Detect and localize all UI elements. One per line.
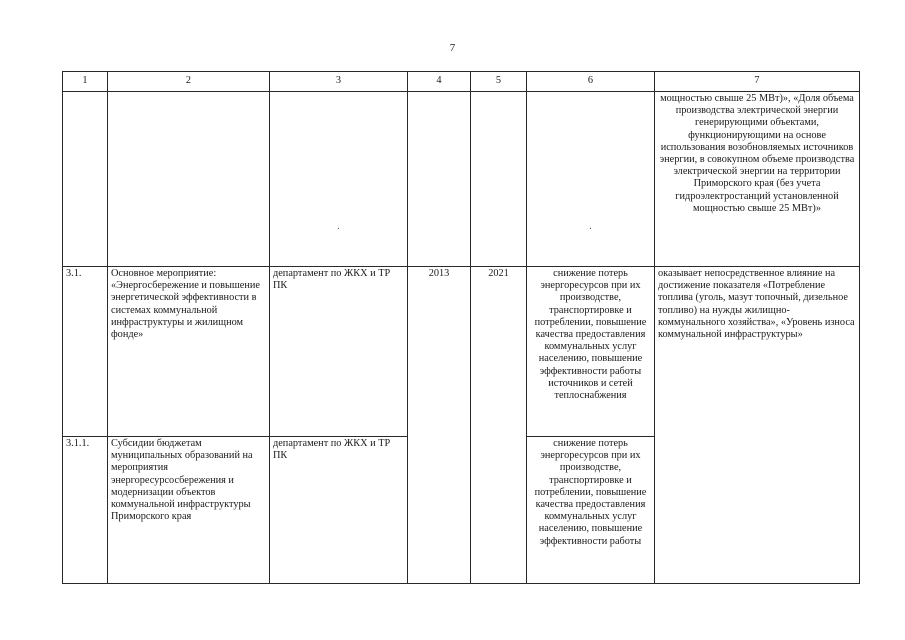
- continued-cell-1: [63, 92, 108, 267]
- measure-name: Основное мероприятие: «Энергосбережение и повышение энергетической эффективности в системах коммунальной инфраструктуры и жилищном фонде»: [108, 267, 270, 437]
- header-col-1: 1: [63, 72, 108, 92]
- row-number: 3.1.: [63, 267, 108, 437]
- header-row: [63, 72, 860, 92]
- header-col-4: 4: [408, 72, 471, 92]
- continued-cell-5: [471, 92, 527, 267]
- expected-result: снижение потерь энергоресурсов при их производстве, транспортировке и потреблении, повышение качества предоставления коммунальных услуг населению, повышение эффективности работы источников и сетей теплоснабжения: [527, 267, 655, 437]
- header-col-3: 3: [270, 72, 408, 92]
- continued-cell-3: [270, 92, 408, 267]
- stray-mark: .: [589, 221, 592, 232]
- continued-cell-2: [108, 92, 270, 267]
- header-col-2: 2: [108, 72, 270, 92]
- continued-row: [63, 92, 860, 267]
- table-row: [63, 267, 860, 437]
- end-year: 2021: [471, 267, 527, 584]
- page-number: 7: [449, 42, 456, 54]
- row-number: 3.1.1.: [63, 437, 108, 584]
- continued-indicator-cell: мощностью свыше 25 МВт)», «Доля объема производства электрической энергии генерирующими объектами, функционирующими на основе использования возобновляемых источников энергии, в совокупном объеме производства электрической энергии на территории Приморского края (без учета гидроэлектростанций установленной мощностью свыше 25 МВт)»: [655, 92, 860, 267]
- indicator-link: оказывает непосредственное влияние на достижение показателя «Потребление топлива (уголь, мазут топочный, дизельное топливо) на нужды жилищно-коммунального хозяйства», «Уровень износа коммунальной инфраструктуры»: [655, 267, 860, 584]
- executor: департамент по ЖКХ и ТР ПК: [270, 437, 408, 584]
- stray-mark: .: [337, 221, 340, 232]
- continued-cell-4: [408, 92, 471, 267]
- expected-result: снижение потерь энергоресурсов при их производстве, транспортировке и потреблении, повышение качества предоставления коммунальных услуг населению, повышение эффективности работы: [527, 437, 655, 584]
- continued-cell-6: [527, 92, 655, 267]
- measure-name: Субсидии бюджетам муниципальных образований на мероприятия энергоресурсосбережения и модернизации объектов коммунальной инфраструктуры Приморского края: [108, 437, 270, 584]
- header-col-7: 7: [655, 72, 860, 92]
- header-col-6: 6: [527, 72, 655, 92]
- header-col-5: 5: [471, 72, 527, 92]
- measures-table: [62, 71, 860, 584]
- executor: департамент по ЖКХ и ТР ПК: [270, 267, 408, 437]
- start-year: 2013: [408, 267, 471, 584]
